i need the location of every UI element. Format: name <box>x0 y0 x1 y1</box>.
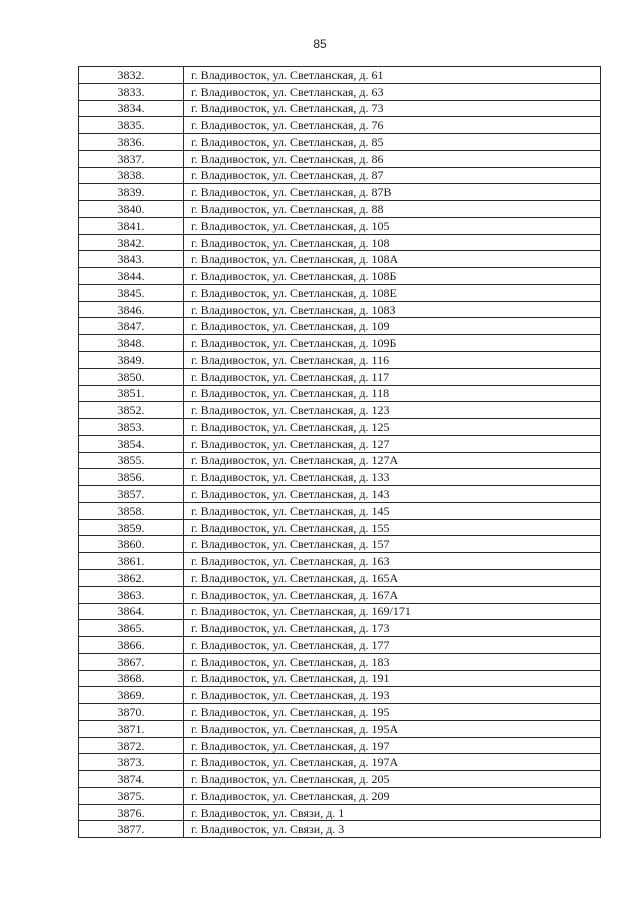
row-number-cell: 3833. <box>79 83 184 100</box>
row-number-cell: 3874. <box>79 771 184 788</box>
row-number-cell: 3840. <box>79 201 184 218</box>
table-row <box>79 301 601 318</box>
row-number-cell: 3849. <box>79 352 184 369</box>
row-number-cell: 3847. <box>79 318 184 335</box>
row-number-cell: 3875. <box>79 787 184 804</box>
address-cell: г. Владивосток, ул. Светланская, д. 145 <box>184 502 601 519</box>
address-cell: г. Владивосток, ул. Светланская, д. 118 <box>184 385 601 402</box>
row-number-cell: 3838. <box>79 167 184 184</box>
table-row <box>79 251 601 268</box>
table-row <box>79 704 601 721</box>
address-cell: г. Владивосток, ул. Светланская, д. 191 <box>184 670 601 687</box>
table-row <box>79 100 601 117</box>
address-cell: г. Владивосток, ул. Светланская, д. 117 <box>184 368 601 385</box>
table-row <box>79 687 601 704</box>
address-cell: г. Владивосток, ул. Светланская, д. 193 <box>184 687 601 704</box>
table-row <box>79 268 601 285</box>
row-number-cell: 3854. <box>79 435 184 452</box>
row-number-cell: 3868. <box>79 670 184 687</box>
row-number-cell: 3861. <box>79 553 184 570</box>
row-number-cell: 3832. <box>79 67 184 84</box>
row-number-cell: 3858. <box>79 502 184 519</box>
table-row <box>79 352 601 369</box>
row-number-cell: 3857. <box>79 486 184 503</box>
table-row <box>79 804 601 821</box>
address-cell: г. Владивосток, ул. Светланская, д. 108 <box>184 234 601 251</box>
address-cell: г. Владивосток, ул. Светланская, д. 127А <box>184 452 601 469</box>
address-cell: г. Владивосток, ул. Светланская, д. 165А <box>184 569 601 586</box>
table-row <box>79 234 601 251</box>
address-cell: г. Владивосток, ул. Светланская, д. 109 <box>184 318 601 335</box>
address-cell: г. Владивосток, ул. Светланская, д. 63 <box>184 83 601 100</box>
address-cell: г. Владивосток, ул. Светланская, д. 205 <box>184 771 601 788</box>
row-number-cell: 3859. <box>79 519 184 536</box>
table-row <box>79 519 601 536</box>
row-number-cell: 3853. <box>79 419 184 436</box>
table-row <box>79 217 601 234</box>
address-cell: г. Владивосток, ул. Светланская, д. 87В <box>184 184 601 201</box>
row-number-cell: 3865. <box>79 620 184 637</box>
table-row <box>79 720 601 737</box>
table-row <box>79 167 601 184</box>
table-row <box>79 184 601 201</box>
table-row <box>79 385 601 402</box>
table-row <box>79 737 601 754</box>
row-number-cell: 3872. <box>79 737 184 754</box>
table-row <box>79 502 601 519</box>
table-row <box>79 318 601 335</box>
table-row <box>79 670 601 687</box>
address-cell: г. Владивосток, ул. Светланская, д. 108А <box>184 251 601 268</box>
address-cell: г. Владивосток, ул. Светланская, д. 109Б <box>184 335 601 352</box>
address-cell: г. Владивосток, ул. Светланская, д. 86 <box>184 150 601 167</box>
row-number-cell: 3851. <box>79 385 184 402</box>
address-cell: г. Владивосток, ул. Светланская, д. 195 <box>184 704 601 721</box>
table-row <box>79 787 601 804</box>
address-cell: г. Владивосток, ул. Светланская, д. 157 <box>184 536 601 553</box>
table-row <box>79 435 601 452</box>
row-number-cell: 3856. <box>79 469 184 486</box>
table-row <box>79 284 601 301</box>
address-cell: г. Владивосток, ул. Светланская, д. 197 <box>184 737 601 754</box>
address-cell: г. Владивосток, ул. Светланская, д. 155 <box>184 519 601 536</box>
row-number-cell: 3846. <box>79 301 184 318</box>
row-number-cell: 3842. <box>79 234 184 251</box>
address-cell: г. Владивосток, ул. Светланская, д. 197А <box>184 754 601 771</box>
table-row <box>79 486 601 503</box>
row-number-cell: 3848. <box>79 335 184 352</box>
table-row <box>79 620 601 637</box>
table-row <box>79 653 601 670</box>
address-cell: г. Владивосток, ул. Светланская, д. 73 <box>184 100 601 117</box>
row-number-cell: 3873. <box>79 754 184 771</box>
address-cell: г. Владивосток, ул. Светланская, д. 125 <box>184 419 601 436</box>
table-row <box>79 586 601 603</box>
address-cell: г. Владивосток, ул. Светланская, д. 133 <box>184 469 601 486</box>
row-number-cell: 3877. <box>79 821 184 838</box>
table-row <box>79 335 601 352</box>
address-cell: г. Владивосток, ул. Светланская, д. 108Б <box>184 268 601 285</box>
row-number-cell: 3844. <box>79 268 184 285</box>
address-cell: г. Владивосток, ул. Светланская, д. 173 <box>184 620 601 637</box>
address-cell: г. Владивосток, ул. Светланская, д. 183 <box>184 653 601 670</box>
row-number-cell: 3845. <box>79 284 184 301</box>
table-row <box>79 637 601 654</box>
row-number-cell: 3850. <box>79 368 184 385</box>
row-number-cell: 3867. <box>79 653 184 670</box>
row-number-cell: 3866. <box>79 637 184 654</box>
table-row <box>79 419 601 436</box>
row-number-cell: 3852. <box>79 402 184 419</box>
address-table-body <box>79 67 601 838</box>
address-cell: г. Владивосток, ул. Светланская, д. 108З <box>184 301 601 318</box>
row-number-cell: 3841. <box>79 217 184 234</box>
row-number-cell: 3855. <box>79 452 184 469</box>
table-row <box>79 150 601 167</box>
address-cell: г. Владивосток, ул. Светланская, д. 76 <box>184 117 601 134</box>
address-cell: г. Владивосток, ул. Светланская, д. 108Е <box>184 284 601 301</box>
address-cell: г. Владивосток, ул. Светланская, д. 195А <box>184 720 601 737</box>
address-cell: г. Владивосток, ул. Светланская, д. 88 <box>184 201 601 218</box>
address-cell: г. Владивосток, ул. Связи, д. 1 <box>184 804 601 821</box>
row-number-cell: 3863. <box>79 586 184 603</box>
address-cell: г. Владивосток, ул. Светланская, д. 209 <box>184 787 601 804</box>
table-row <box>79 67 601 84</box>
table-row <box>79 553 601 570</box>
row-number-cell: 3876. <box>79 804 184 821</box>
row-number-cell: 3835. <box>79 117 184 134</box>
row-number-cell: 3864. <box>79 603 184 620</box>
page-number: 85 <box>313 37 327 51</box>
address-cell: г. Владивосток, ул. Светланская, д. 169/171 <box>184 603 601 620</box>
row-number-cell: 3843. <box>79 251 184 268</box>
row-number-cell: 3871. <box>79 720 184 737</box>
address-cell: г. Владивосток, ул. Светланская, д. 85 <box>184 134 601 151</box>
table-row <box>79 368 601 385</box>
table-row <box>79 569 601 586</box>
table-row <box>79 536 601 553</box>
address-cell: г. Владивосток, ул. Светланская, д. 163 <box>184 553 601 570</box>
row-number-cell: 3836. <box>79 134 184 151</box>
row-number-cell: 3862. <box>79 569 184 586</box>
table-row <box>79 83 601 100</box>
row-number-cell: 3870. <box>79 704 184 721</box>
table-row <box>79 201 601 218</box>
address-table <box>78 66 601 838</box>
table-row <box>79 134 601 151</box>
address-cell: г. Владивосток, ул. Связи, д. 3 <box>184 821 601 838</box>
address-cell: г. Владивосток, ул. Светланская, д. 116 <box>184 352 601 369</box>
table-row <box>79 402 601 419</box>
address-cell: г. Владивосток, ул. Светланская, д. 105 <box>184 217 601 234</box>
row-number-cell: 3839. <box>79 184 184 201</box>
address-cell: г. Владивосток, ул. Светланская, д. 167А <box>184 586 601 603</box>
row-number-cell: 3860. <box>79 536 184 553</box>
table-row <box>79 821 601 838</box>
address-cell: г. Владивосток, ул. Светланская, д. 143 <box>184 486 601 503</box>
row-number-cell: 3869. <box>79 687 184 704</box>
table-row <box>79 771 601 788</box>
address-cell: г. Владивосток, ул. Светланская, д. 127 <box>184 435 601 452</box>
table-row <box>79 603 601 620</box>
table-row <box>79 469 601 486</box>
table-row <box>79 754 601 771</box>
table-row <box>79 452 601 469</box>
address-cell: г. Владивосток, ул. Светланская, д. 61 <box>184 67 601 84</box>
table-row <box>79 117 601 134</box>
row-number-cell: 3834. <box>79 100 184 117</box>
address-cell: г. Владивосток, ул. Светланская, д. 177 <box>184 637 601 654</box>
address-cell: г. Владивосток, ул. Светланская, д. 87 <box>184 167 601 184</box>
row-number-cell: 3837. <box>79 150 184 167</box>
address-cell: г. Владивосток, ул. Светланская, д. 123 <box>184 402 601 419</box>
